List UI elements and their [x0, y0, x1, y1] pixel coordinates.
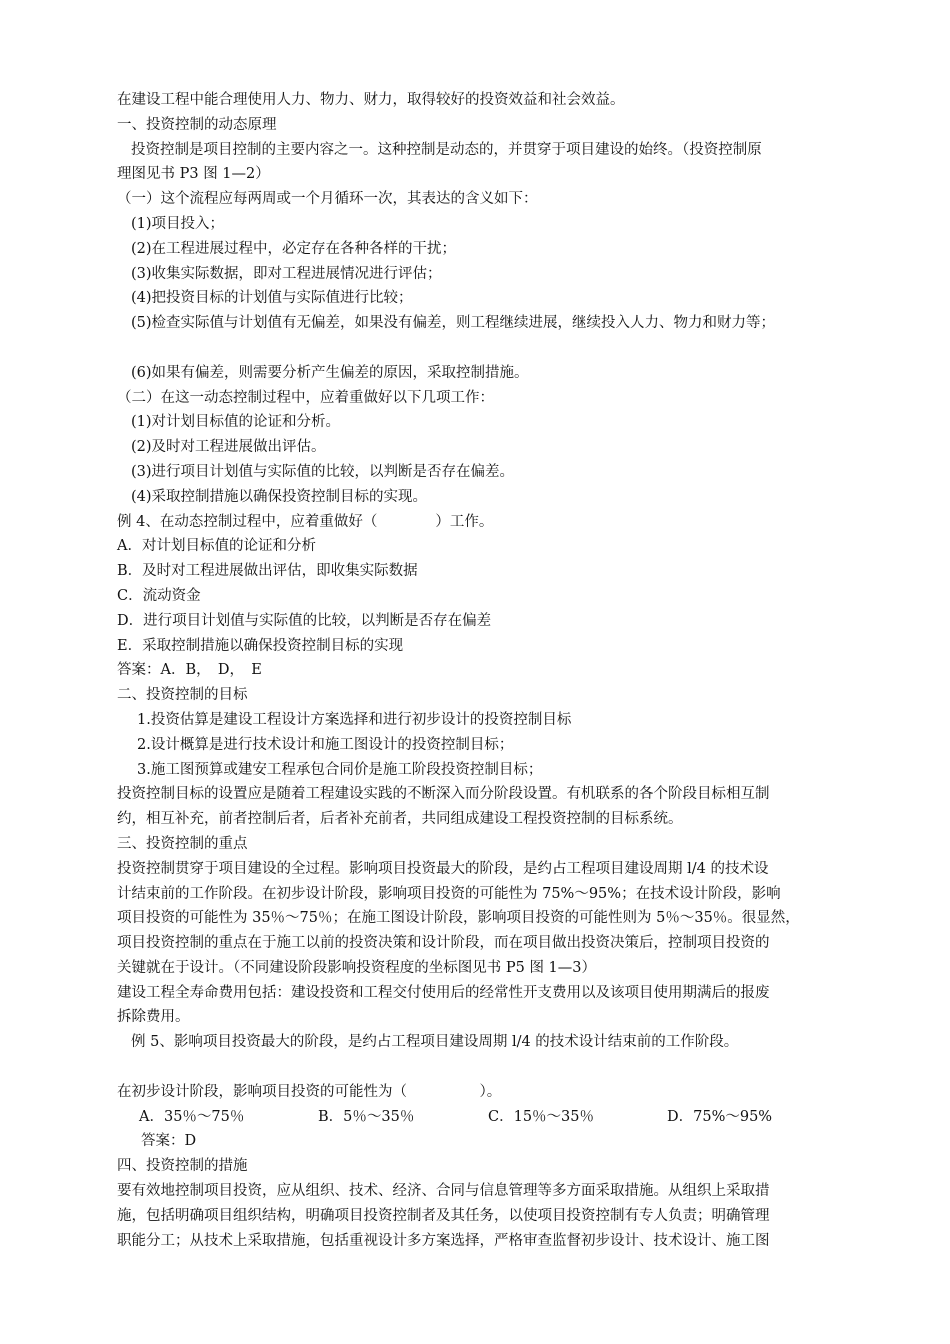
text-line: 计结束前的工作阶段。在初步设计阶段，影响项目投资的可能性为 75%～95%；在技术设计阶段，影响 — [117, 885, 781, 902]
text-line: 建设工程全寿命费用包括：建设投资和工程交付使用后的经常性开支费用以及该项目使用期满后的报废 — [117, 984, 770, 1001]
list-item: (3)进行项目计划值与实际值的比较，以判断是否存在偏差。 — [131, 463, 515, 480]
text-line: 投资控制贯穿于项目建设的全过程。影响项目投资最大的阶段，是约占工程项目建设周期 l/4 的技术设 — [117, 860, 769, 877]
blank-line — [117, 336, 885, 361]
list-item: (3)收集实际数据，即对工程进展情况进行评估； — [131, 265, 442, 282]
option-row — [117, 1105, 885, 1130]
section-heading: 二、投资控制的目标 — [117, 687, 248, 704]
text-line: 拆除费用。 — [117, 1009, 190, 1026]
list-item: (5)检查实际值与计划值有无偏差，如果没有偏差，则工程继续进展，继续投入人力、物力和财力等； — [131, 315, 776, 332]
question-line: 例 4、在动态控制过程中，应着重做好（ ）工作。 — [117, 513, 494, 530]
text-line: 施，包括明确项目组织结构，明确项目投资控制者及其任务，以使项目投资控制有专人负责；明确管理 — [117, 1207, 770, 1224]
option-c: C．15％～35％ — [488, 1108, 594, 1125]
option-line: B．及时对工程进展做出评估，即收集实际数据 — [117, 563, 418, 580]
list-item: 2.设计概算是进行技术设计和施工图设计的投资控制目标； — [137, 736, 514, 753]
answer-line: 答案：D — [141, 1133, 197, 1150]
option-line: D．进行项目计划值与实际值的比较，以判断是否存在偏差 — [117, 612, 492, 629]
text-line: 约，相互补充，前者控制后者，后者补充前者，共同组成建设工程投资控制的目标系统。 — [117, 811, 683, 828]
option-line: C．流动资金 — [117, 587, 201, 604]
list-item: 3.施工图预算或建安工程承包合同价是施工阶段投资控制目标； — [137, 761, 543, 778]
text-line: 投资控制是项目控制的主要内容之一。这种控制是动态的，并贯穿于项目建设的始终。（投资控制原 — [131, 141, 762, 158]
blank-line — [117, 1055, 885, 1080]
list-item: (1)项目投入； — [131, 215, 225, 232]
text-line: 要有效地控制项目投资，应从组织、技术、经济、合同与信息管理等多方面采取措施。从组织上采取措 — [117, 1183, 770, 1200]
list-item: 1.投资估算是建设工程设计方案选择和进行初步设计的投资控制目标 — [137, 711, 572, 728]
section-heading: 四、投资控制的措施 — [117, 1158, 248, 1175]
document-page — [117, 88, 885, 1253]
option-line: A．对计划目标值的论证和分析 — [117, 538, 316, 555]
section-heading: 一、投资控制的动态原理 — [117, 116, 277, 133]
list-item: (4)把投资目标的计划值与实际值进行比较； — [131, 290, 413, 307]
text-line: （二）在这一动态控制过程中，应着重做好以下几项工作： — [117, 389, 494, 406]
question-line: 例 5、影响项目投资最大的阶段，是约占工程项目建设周期 l/4 的技术设计结束前的工作阶段。 — [131, 1034, 739, 1051]
list-item: (1)对计划目标值的论证和分析。 — [131, 414, 341, 431]
text-line: 在建设工程中能合理使用人力、物力、财力，取得较好的投资效益和社会效益。 — [117, 92, 625, 108]
list-item: (4)采取控制措施以确保投资控制目标的实现。 — [131, 488, 428, 505]
question-line: 在初步设计阶段，影响项目投资的可能性为（ ）。 — [117, 1083, 502, 1100]
text-line: 投资控制目标的设置应是随着工程建设实践的不断深入而分阶段设置。有机联系的各个阶段目标相互制 — [117, 786, 770, 803]
list-item: (6)如果有偏差，则需要分析产生偏差的原因，采取控制措施。 — [131, 364, 529, 381]
list-item: (2)在工程进展过程中，必定存在各种各样的干扰； — [131, 240, 457, 257]
option-b: B．5％～35％ — [318, 1108, 415, 1125]
text-line: 项目投资控制的重点在于施工以前的投资决策和设计阶段，而在项目做出投资决策后，控制项目投资的 — [117, 935, 770, 952]
text-line: 项目投资的可能性为 35％～75％；在施工图设计阶段，影响项目投资的可能性则为 5％～35％。很显然， — [117, 910, 800, 927]
text-line: 关键就在于设计。（不同建设阶段影响投资程度的坐标图见书 P5 图 1—3） — [117, 959, 597, 976]
text-line: 理图见书 P3 图 1—2） — [117, 166, 270, 183]
text-line: （一）这个流程应每两周或一个月循环一次，其表达的含义如下： — [117, 191, 538, 208]
option-line: E．采取控制措施以确保投资控制目标的实现 — [117, 637, 404, 654]
option-d: D．75%～95% — [667, 1108, 773, 1125]
section-heading: 三、投资控制的重点 — [117, 835, 248, 852]
list-item: (2)及时对工程进展做出评估。 — [131, 439, 326, 456]
text-line: 职能分工；从技术上采取措施，包括重视设计多方案选择，严格审查监督初步设计、技术设计、施工图 — [117, 1232, 770, 1249]
option-a: A．35％～75％ — [139, 1108, 245, 1125]
answer-line: 答案：A．B， D， E — [117, 662, 262, 679]
